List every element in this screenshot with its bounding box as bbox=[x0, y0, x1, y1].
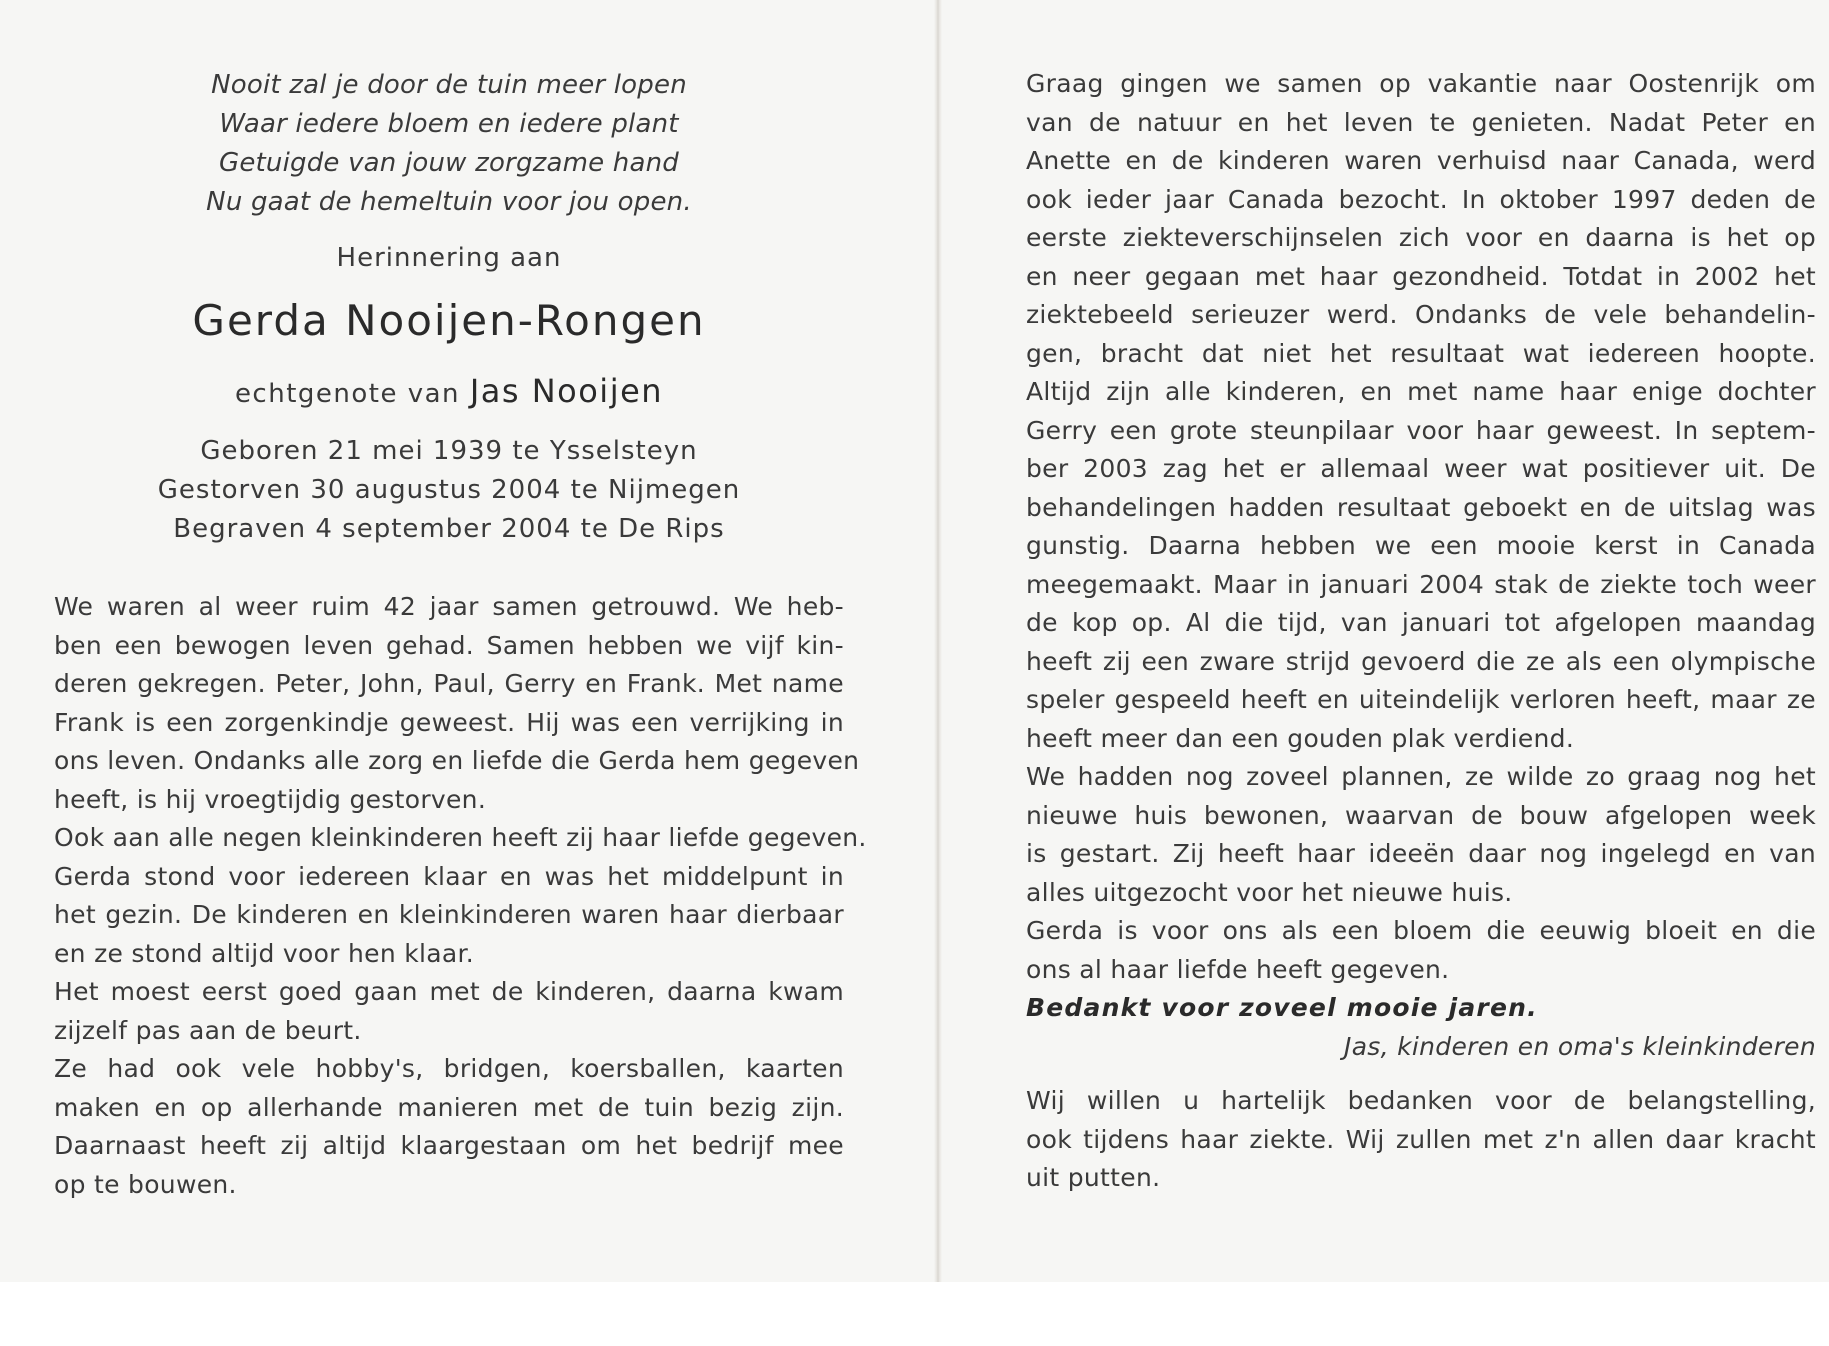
text-line: Gerda is voor ons als een bloem die eeuwig bloeit en die bbox=[1026, 916, 1816, 945]
text-line: Wij willen u hartelijk bedanken voor de belangstelling, bbox=[1026, 1086, 1816, 1115]
text-line: We waren al weer ruim 42 jaar samen getrouwd. We heb- bbox=[54, 592, 844, 621]
text-line: gunstig. Daarna hebben we een mooie kerst in Canada bbox=[1026, 531, 1816, 560]
text-line: gen, bracht dat niet het resultaat wat iedereen hoopte. bbox=[1026, 338, 1816, 368]
text-line: van de natuur en het leven te genieten. Nadat Peter en bbox=[1026, 107, 1816, 137]
card-fold bbox=[934, 0, 942, 1282]
text-line: Daarnaast heeft zij altijd klaargestaan om het bedrijf mee bbox=[54, 1131, 844, 1160]
text-line: en ze stond altijd voor hen klaar. bbox=[54, 938, 475, 968]
text-line: ons al haar liefde heeft gegeven. bbox=[1026, 954, 1450, 984]
left-body-text bbox=[54, 588, 867, 1204]
text-line: op te bouwen. bbox=[54, 1169, 237, 1199]
poem-line: Nooit zal je door de tuin meer lopen bbox=[211, 70, 687, 100]
text-line: Het moest eerst goed gaan met de kinderen, daarna kwam bbox=[54, 977, 844, 1006]
text-line: het gezin. De kinderen en kleinkinderen waren haar dierbaar bbox=[54, 900, 844, 929]
right-body-text bbox=[1026, 65, 1816, 1066]
text-line: Frank is een zorgenkindje geweest. Hij was een verrijking in bbox=[54, 707, 844, 737]
text-line: heeft, is hij vroegtijdig gestorven. bbox=[54, 784, 487, 814]
text-line: ziektebeeld serieuzer werd. Ondanks de vele behandelin- bbox=[1026, 300, 1816, 329]
text-line: ben een bewogen leven gehad. Samen hebben we vijf kin- bbox=[54, 630, 844, 660]
text-line: maken en op allerhande manieren met de tuin bezig zijn. bbox=[54, 1092, 844, 1122]
text-line: en neer gegaan met haar gezondheid. Totdat in 2002 het bbox=[1026, 261, 1816, 291]
text-line: heeft zij een zware strijd gevoerd die ze als een olympische bbox=[1026, 646, 1816, 676]
signature: Jas, kinderen en oma's kleinkinderen bbox=[1344, 1031, 1816, 1061]
poem-line: Nu gaat de hemeltuin voor jou open. bbox=[206, 187, 692, 217]
text-line: ber 2003 zag het er allemaal weer wat positiever uit. De bbox=[1026, 454, 1816, 483]
text-line: meegemaakt. Maar in januari 2004 stak de ziekte toch weer bbox=[1026, 569, 1816, 599]
death-date: Gestorven 30 augustus 2004 te Nijmegen bbox=[157, 475, 741, 505]
poem bbox=[54, 66, 844, 222]
text-line: deren gekregen. Peter, John, Paul, Gerry en Frank. Met name bbox=[54, 669, 844, 698]
birth-date: Geboren 21 mei 1939 te Ysselsteyn bbox=[200, 436, 698, 466]
text-line: Gerda stond voor iedereen klaar en was het middelpunt in bbox=[54, 861, 844, 891]
text-line: alles uitgezocht voor het nieuwe huis. bbox=[1026, 877, 1513, 907]
text-line: ook ieder jaar Canada bezocht. In oktober 1997 deden de bbox=[1026, 184, 1816, 214]
acknowledgement bbox=[1026, 1082, 1816, 1198]
text-line: ook tijdens haar ziekte. Wij zullen met z'n allen daar kracht bbox=[1026, 1124, 1816, 1154]
poem-line: Getuigde van jouw zorgzame hand bbox=[218, 148, 680, 178]
text-line: is gestart. Zij heeft haar ideeën daar nog ingelegd en van bbox=[1026, 839, 1816, 868]
burial-date: Begraven 4 september 2004 te De Rips bbox=[173, 514, 725, 544]
text-line: Anette en de kinderen waren verhuisd naar Canada, werd bbox=[1026, 146, 1816, 175]
text-line: nieuwe huis bewonen, waarvan de bouw afgelopen week bbox=[1026, 800, 1816, 830]
text-line: de kop op. Al die tijd, van januari tot afgelopen maandag bbox=[1026, 608, 1816, 637]
spouse-line bbox=[54, 372, 844, 410]
text-line: speler gespeeld heeft en uiteindelijk verloren heeft, maar ze bbox=[1026, 685, 1816, 714]
scan-margin bbox=[0, 1282, 1829, 1346]
spouse-name: Jas Nooijen bbox=[469, 372, 664, 410]
thanks-line: Bedankt voor zoveel mooie jaren. bbox=[1026, 993, 1538, 1022]
text-line: Altijd zijn alle kinderen, en met name haar enige dochter bbox=[1026, 377, 1816, 406]
text-line: heeft meer dan een gouden plak verdiend. bbox=[1026, 723, 1575, 753]
life-dates bbox=[54, 432, 844, 549]
memory-label: Herinnering aan bbox=[336, 243, 562, 273]
text-line: ons leven. Ondanks alle zorg en liefde die Gerda hem gegeven bbox=[54, 746, 860, 775]
deceased-name: Gerda Nooijen-Rongen bbox=[192, 296, 706, 345]
text-line: behandelingen hadden resultaat geboekt en de uitslag was bbox=[1026, 492, 1816, 522]
text-line: Graag gingen we samen op vakantie naar Oostenrijk om bbox=[1026, 69, 1816, 98]
spouse-prefix: echtgenote van bbox=[234, 379, 461, 409]
text-line: eerste ziekteverschijnselen zich voor en daarna is het op bbox=[1026, 223, 1816, 252]
text-line: Ook aan alle negen kleinkinderen heeft zij haar liefde gegeven. bbox=[54, 823, 867, 852]
text-line: We hadden nog zoveel plannen, ze wilde zo graag nog het bbox=[1026, 762, 1816, 791]
left-page bbox=[54, 0, 867, 1282]
text-line: Gerry een grote steunpilaar voor haar geweest. In septem- bbox=[1026, 415, 1816, 445]
text-line: Ze had ook vele hobby's, bridgen, koersballen, kaarten bbox=[54, 1054, 844, 1083]
poem-line: Waar iedere bloem en iedere plant bbox=[219, 109, 679, 139]
text-line: zijzelf pas aan de beurt. bbox=[54, 1015, 362, 1045]
text-line: uit putten. bbox=[1026, 1163, 1161, 1192]
right-page bbox=[1026, 0, 1816, 1282]
